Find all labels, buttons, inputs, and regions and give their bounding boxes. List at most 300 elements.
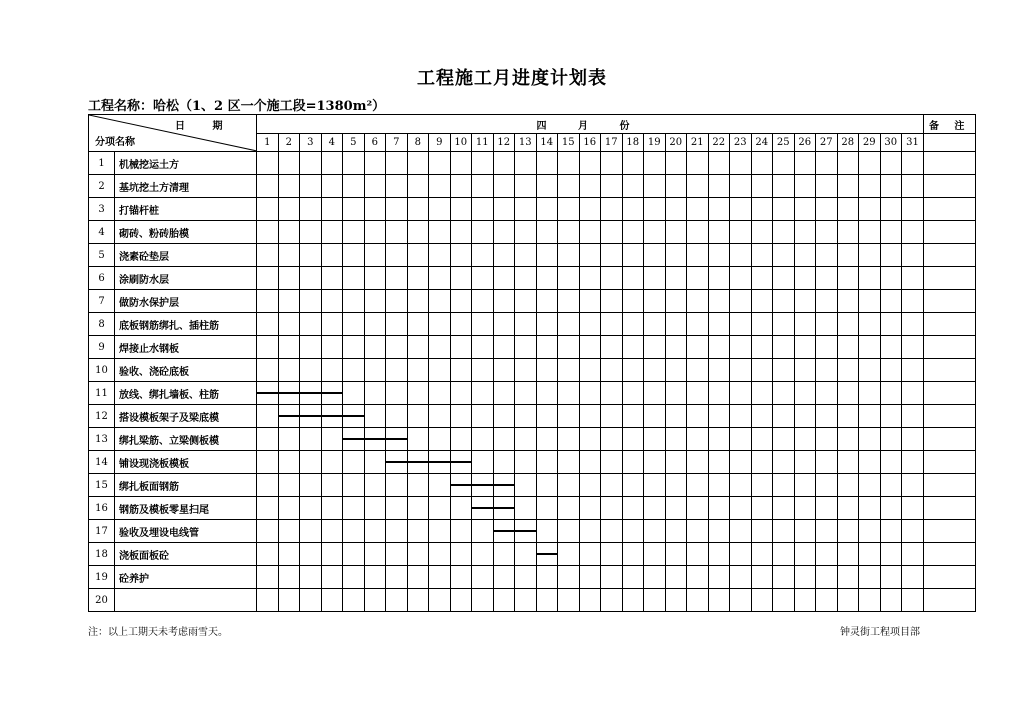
day-cell xyxy=(321,451,343,474)
day-cell xyxy=(579,451,601,474)
schedule-bar xyxy=(493,530,536,532)
day-cell xyxy=(407,405,429,428)
day-header-6: 6 xyxy=(364,134,386,152)
day-cell xyxy=(816,244,838,267)
day-cell xyxy=(493,221,515,244)
day-cell xyxy=(708,313,730,336)
day-cell xyxy=(708,589,730,612)
day-cell xyxy=(493,152,515,175)
day-cell xyxy=(794,359,816,382)
day-cell xyxy=(321,520,343,543)
day-cell xyxy=(321,359,343,382)
day-header-22: 22 xyxy=(708,134,730,152)
day-header-4: 4 xyxy=(321,134,343,152)
day-cell xyxy=(687,175,709,198)
task-name: 做防水保护层 xyxy=(115,290,257,313)
day-cell xyxy=(321,497,343,520)
day-cell xyxy=(687,336,709,359)
day-cell xyxy=(257,543,279,566)
day-cell xyxy=(300,474,322,497)
row-number: 15 xyxy=(89,474,115,497)
day-cell xyxy=(773,290,795,313)
day-cell xyxy=(493,566,515,589)
day-cell xyxy=(665,428,687,451)
day-cell xyxy=(472,175,494,198)
day-cell xyxy=(665,221,687,244)
day-cell xyxy=(257,244,279,267)
footer-note: 注：以上工期天未考虑雨雪天。 xyxy=(88,627,228,638)
day-cell xyxy=(880,451,902,474)
day-cell xyxy=(450,520,472,543)
day-cell xyxy=(730,244,752,267)
day-cell xyxy=(472,405,494,428)
task-name: 焊接止水钢板 xyxy=(115,336,257,359)
day-cell xyxy=(687,474,709,497)
day-cell xyxy=(343,474,365,497)
day-cell xyxy=(407,175,429,198)
day-cell xyxy=(257,359,279,382)
day-cell xyxy=(837,589,859,612)
day-cell xyxy=(257,152,279,175)
day-cell xyxy=(278,474,300,497)
task-name: 铺设现浇板模板 xyxy=(115,451,257,474)
day-cell xyxy=(859,520,881,543)
day-cell xyxy=(493,359,515,382)
day-cell xyxy=(407,221,429,244)
day-cell xyxy=(257,175,279,198)
day-cell xyxy=(450,336,472,359)
day-cell xyxy=(816,290,838,313)
remark-cell xyxy=(923,566,976,589)
day-cell xyxy=(343,221,365,244)
day-cell xyxy=(257,198,279,221)
day-cell xyxy=(472,336,494,359)
table-row xyxy=(89,313,976,336)
task-name: 基坑挖土方清理 xyxy=(115,175,257,198)
day-cell xyxy=(794,336,816,359)
day-cell xyxy=(407,497,429,520)
day-cell xyxy=(364,290,386,313)
day-cell xyxy=(859,405,881,428)
day-cell xyxy=(536,221,558,244)
task-name: 验收及埋设电线管 xyxy=(115,520,257,543)
day-cell xyxy=(816,543,838,566)
day-cell xyxy=(708,474,730,497)
day-cell xyxy=(386,405,408,428)
day-cell xyxy=(386,313,408,336)
row-number: 17 xyxy=(89,520,115,543)
day-cell xyxy=(536,244,558,267)
day-cell xyxy=(837,198,859,221)
day-cell xyxy=(601,175,623,198)
schedule-bar xyxy=(343,438,408,440)
day-cell xyxy=(450,267,472,290)
day-cell xyxy=(794,520,816,543)
day-cell xyxy=(622,336,644,359)
day-cell xyxy=(364,221,386,244)
day-cell xyxy=(816,589,838,612)
day-cell xyxy=(558,405,580,428)
day-cell xyxy=(730,566,752,589)
day-cell xyxy=(644,313,666,336)
remark-cell xyxy=(923,520,976,543)
schedule-bar xyxy=(450,484,515,486)
day-cell xyxy=(601,451,623,474)
day-cell xyxy=(386,589,408,612)
day-cell xyxy=(515,313,537,336)
day-cell xyxy=(558,451,580,474)
day-cell xyxy=(880,474,902,497)
day-cell xyxy=(364,497,386,520)
day-cell xyxy=(708,244,730,267)
remark-cell xyxy=(923,474,976,497)
day-cell xyxy=(515,566,537,589)
table-row xyxy=(89,566,976,589)
row-number: 7 xyxy=(89,290,115,313)
day-cell xyxy=(859,497,881,520)
day-cell xyxy=(429,290,451,313)
day-header-27: 27 xyxy=(816,134,838,152)
day-cell xyxy=(429,175,451,198)
table-row xyxy=(89,405,976,428)
day-cell xyxy=(687,313,709,336)
task-name: 机械挖运土方 xyxy=(115,152,257,175)
day-cell xyxy=(730,359,752,382)
day-cell xyxy=(386,543,408,566)
day-cell xyxy=(407,198,429,221)
day-cell xyxy=(708,336,730,359)
day-cell xyxy=(837,359,859,382)
day-cell xyxy=(386,382,408,405)
day-cell xyxy=(837,290,859,313)
day-cell xyxy=(321,267,343,290)
day-cell xyxy=(407,474,429,497)
task-name: 底板钢筋绑扎、插柱筋 xyxy=(115,313,257,336)
day-cell xyxy=(472,428,494,451)
day-cell xyxy=(730,382,752,405)
day-cell xyxy=(880,566,902,589)
day-cell xyxy=(343,313,365,336)
day-cell xyxy=(321,221,343,244)
task-name: 浇素砼垫层 xyxy=(115,244,257,267)
day-cell xyxy=(902,175,924,198)
remark-header: 备 注 xyxy=(923,115,976,134)
day-cell xyxy=(278,175,300,198)
day-cell xyxy=(364,520,386,543)
day-cell xyxy=(773,474,795,497)
remark-cell xyxy=(923,405,976,428)
day-cell xyxy=(257,405,279,428)
day-cell xyxy=(880,382,902,405)
day-cell xyxy=(730,543,752,566)
day-cell xyxy=(730,474,752,497)
day-cell xyxy=(386,244,408,267)
day-cell xyxy=(364,175,386,198)
day-cell xyxy=(515,405,537,428)
day-cell xyxy=(257,451,279,474)
day-cell xyxy=(472,290,494,313)
day-cell xyxy=(472,520,494,543)
task-name: 验收、浇砼底板 xyxy=(115,359,257,382)
remark-cell xyxy=(923,359,976,382)
day-cell xyxy=(386,267,408,290)
day-cell xyxy=(880,359,902,382)
day-header-31: 31 xyxy=(902,134,924,152)
day-cell xyxy=(343,290,365,313)
day-cell xyxy=(859,290,881,313)
day-cell xyxy=(429,336,451,359)
day-cell xyxy=(321,313,343,336)
day-cell xyxy=(429,520,451,543)
day-cell xyxy=(278,451,300,474)
day-cell xyxy=(429,428,451,451)
day-cell xyxy=(816,221,838,244)
day-cell xyxy=(558,221,580,244)
day-cell xyxy=(493,589,515,612)
day-cell xyxy=(751,267,773,290)
row-number: 11 xyxy=(89,382,115,405)
day-cell xyxy=(407,336,429,359)
day-cell xyxy=(665,244,687,267)
day-cell xyxy=(902,359,924,382)
remark-cell xyxy=(923,175,976,198)
day-cell xyxy=(773,543,795,566)
day-cell xyxy=(644,152,666,175)
day-cell xyxy=(579,221,601,244)
day-cell xyxy=(278,313,300,336)
day-cell xyxy=(300,428,322,451)
day-cell xyxy=(300,566,322,589)
day-cell xyxy=(429,566,451,589)
day-header-29: 29 xyxy=(859,134,881,152)
day-cell xyxy=(773,382,795,405)
day-cell xyxy=(902,221,924,244)
day-cell xyxy=(257,267,279,290)
day-cell xyxy=(837,451,859,474)
day-cell xyxy=(880,175,902,198)
day-cell xyxy=(665,451,687,474)
day-cell xyxy=(794,566,816,589)
day-cell xyxy=(343,175,365,198)
day-cell xyxy=(730,589,752,612)
day-cell xyxy=(751,497,773,520)
day-cell xyxy=(687,428,709,451)
day-cell xyxy=(751,244,773,267)
task-name: 砌砖、粉砖胎模 xyxy=(115,221,257,244)
day-cell xyxy=(687,244,709,267)
day-header-14: 14 xyxy=(536,134,558,152)
day-cell xyxy=(794,290,816,313)
day-cell xyxy=(622,451,644,474)
day-cell xyxy=(773,313,795,336)
day-cell xyxy=(644,520,666,543)
day-cell xyxy=(773,175,795,198)
day-cell xyxy=(622,589,644,612)
day-cell xyxy=(730,520,752,543)
day-cell xyxy=(730,451,752,474)
day-cell xyxy=(773,359,795,382)
day-cell xyxy=(558,428,580,451)
day-cell xyxy=(278,267,300,290)
day-cell xyxy=(515,474,537,497)
day-cell xyxy=(687,497,709,520)
day-cell xyxy=(321,589,343,612)
table-row xyxy=(89,359,976,382)
day-cell xyxy=(687,152,709,175)
day-cell xyxy=(665,313,687,336)
day-cell xyxy=(837,221,859,244)
day-cell xyxy=(536,566,558,589)
day-cell xyxy=(493,267,515,290)
day-cell xyxy=(300,543,322,566)
day-cell xyxy=(730,405,752,428)
day-cell xyxy=(708,175,730,198)
day-cell xyxy=(407,313,429,336)
remark-cell xyxy=(923,267,976,290)
day-cell xyxy=(558,152,580,175)
day-cell xyxy=(622,405,644,428)
day-cell xyxy=(536,152,558,175)
day-cell xyxy=(902,428,924,451)
remark-cell xyxy=(923,382,976,405)
day-cell xyxy=(880,543,902,566)
day-cell xyxy=(536,589,558,612)
day-cell xyxy=(558,267,580,290)
day-cell xyxy=(472,152,494,175)
day-cell xyxy=(278,359,300,382)
day-cell xyxy=(386,152,408,175)
table-row xyxy=(89,267,976,290)
day-cell xyxy=(601,566,623,589)
day-cell xyxy=(536,313,558,336)
day-cell xyxy=(536,428,558,451)
day-cell xyxy=(730,497,752,520)
day-header-7: 7 xyxy=(386,134,408,152)
day-cell xyxy=(579,589,601,612)
day-cell xyxy=(493,244,515,267)
day-cell xyxy=(622,152,644,175)
day-header-30: 30 xyxy=(880,134,902,152)
day-cell xyxy=(837,267,859,290)
day-cell xyxy=(859,267,881,290)
day-cell xyxy=(837,175,859,198)
day-cell xyxy=(708,359,730,382)
remark-cell xyxy=(923,313,976,336)
table-row xyxy=(89,497,976,520)
row-number: 14 xyxy=(89,451,115,474)
remark-subheader xyxy=(923,134,976,152)
day-cell xyxy=(579,428,601,451)
table-row xyxy=(89,543,976,566)
day-header-15: 15 xyxy=(558,134,580,152)
item-label: 分项名称 xyxy=(95,137,135,148)
day-cell xyxy=(321,244,343,267)
table-row xyxy=(89,175,976,198)
day-cell xyxy=(579,359,601,382)
day-cell xyxy=(794,267,816,290)
day-cell xyxy=(278,221,300,244)
table-row xyxy=(89,474,976,497)
day-cell xyxy=(364,474,386,497)
day-cell xyxy=(708,382,730,405)
day-cell xyxy=(257,221,279,244)
day-cell xyxy=(257,497,279,520)
day-cell xyxy=(472,382,494,405)
day-cell xyxy=(644,566,666,589)
task-name: 浇板面板砼 xyxy=(115,543,257,566)
day-cell xyxy=(515,428,537,451)
day-cell xyxy=(257,428,279,451)
day-cell xyxy=(773,267,795,290)
day-cell xyxy=(558,359,580,382)
day-cell xyxy=(364,451,386,474)
day-cell xyxy=(579,313,601,336)
day-cell xyxy=(472,313,494,336)
day-cell xyxy=(407,290,429,313)
remark-cell xyxy=(923,152,976,175)
day-cell xyxy=(665,290,687,313)
day-cell xyxy=(579,267,601,290)
remark-cell xyxy=(923,244,976,267)
day-cell xyxy=(665,566,687,589)
day-cell xyxy=(837,244,859,267)
day-cell xyxy=(859,221,881,244)
day-cell xyxy=(558,543,580,566)
day-cell xyxy=(300,336,322,359)
day-cell xyxy=(472,267,494,290)
day-cell xyxy=(665,474,687,497)
day-cell xyxy=(278,520,300,543)
day-cell xyxy=(364,566,386,589)
day-cell xyxy=(515,152,537,175)
day-cell xyxy=(364,198,386,221)
day-cell xyxy=(579,382,601,405)
day-cell xyxy=(730,336,752,359)
day-cell xyxy=(816,359,838,382)
schedule-bar xyxy=(472,507,515,509)
day-cell xyxy=(880,198,902,221)
day-cell xyxy=(536,359,558,382)
day-cell xyxy=(536,382,558,405)
day-header-11: 11 xyxy=(472,134,494,152)
day-cell xyxy=(321,152,343,175)
day-cell xyxy=(364,313,386,336)
table-row xyxy=(89,428,976,451)
task-name: 绑扎梁筋、立梁侧板模 xyxy=(115,428,257,451)
day-cell xyxy=(665,175,687,198)
day-cell xyxy=(622,382,644,405)
day-cell xyxy=(837,474,859,497)
day-cell xyxy=(859,198,881,221)
day-cell xyxy=(902,313,924,336)
day-cell xyxy=(708,543,730,566)
day-cell xyxy=(601,313,623,336)
day-cell xyxy=(386,290,408,313)
day-cell xyxy=(407,359,429,382)
day-cell xyxy=(751,405,773,428)
day-cell xyxy=(665,359,687,382)
day-cell xyxy=(708,405,730,428)
day-cell xyxy=(450,405,472,428)
day-cell xyxy=(644,497,666,520)
day-cell xyxy=(665,267,687,290)
schedule-bar xyxy=(257,392,343,394)
day-header-5: 5 xyxy=(343,134,365,152)
day-cell xyxy=(579,520,601,543)
day-cell xyxy=(536,405,558,428)
day-cell xyxy=(902,451,924,474)
day-cell xyxy=(708,428,730,451)
